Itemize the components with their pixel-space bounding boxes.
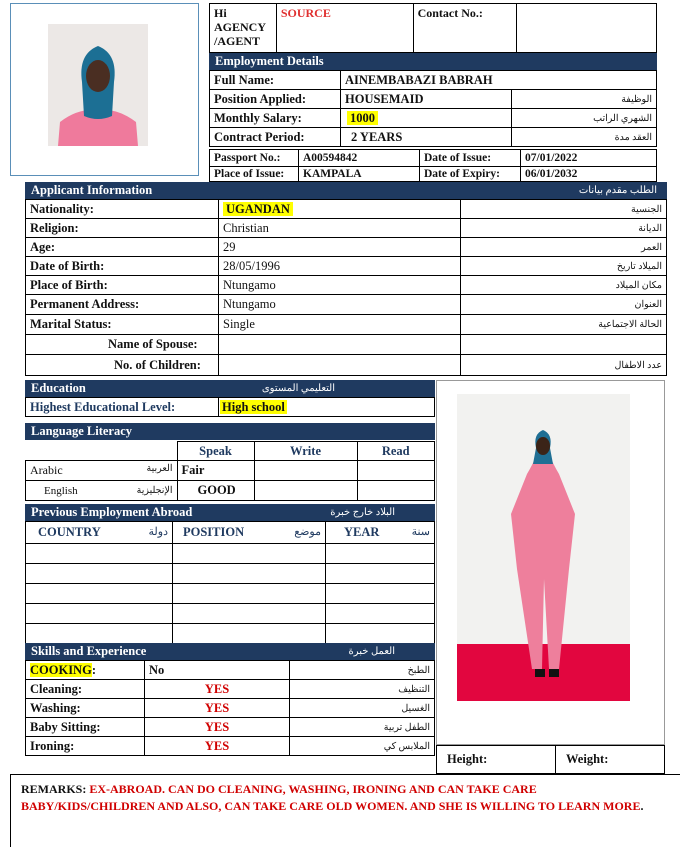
applicant-info-header — [25, 182, 667, 199]
skill-cleaning-ar: التنظيف — [290, 680, 435, 699]
employment-details-table — [209, 70, 657, 147]
nationality-label: Nationality: — [26, 200, 219, 219]
speak-header: Speak — [177, 442, 254, 461]
passport-value: A00594842 — [299, 150, 420, 167]
spouse-ar — [461, 335, 667, 355]
contract-ar: العقد مدة — [512, 128, 657, 147]
remarks-box: REMARKS: EX-ABROAD. CAN DO CLEANING, WASHING, IRONING AND CAN TAKE CARE BABY/KIDS/CHILDREN AND ALSO, CAN TAKE CARE OLD WOMEN. AND SHE IS WILLING TO LEARN MORE. — [10, 774, 680, 847]
skill-babysitting-value: YES — [145, 718, 290, 737]
nationality-ar: الجنسية — [461, 200, 667, 219]
applicant-info-title: Applicant Information — [31, 183, 153, 197]
issue-date-label: Date of Issue: — [420, 150, 521, 167]
skill-washing-value: YES — [145, 699, 290, 718]
skills-title: Skills and Experience — [31, 644, 147, 658]
skill-washing-ar: الغسيل — [290, 699, 435, 718]
lang-arabic-read — [357, 461, 435, 481]
employment-abroad-title-ar: البلاد خارج خبرة — [330, 507, 395, 518]
lang-arabic-speak: Fair — [177, 461, 254, 481]
language-header — [25, 423, 435, 440]
skill-cooking-label: COOKING — [30, 662, 92, 677]
position-header: POSITION — [183, 525, 245, 539]
passport-photo — [48, 24, 148, 146]
salary-label: Monthly Salary: — [210, 109, 341, 128]
skill-cleaning-value: YES — [145, 680, 290, 699]
contract-value: 2 YEARS — [341, 128, 512, 147]
country-header: COUNTRY — [38, 525, 101, 539]
full-name-value: AINEMBABAZI BABRAH — [341, 71, 657, 90]
place-of-birth-value: Ntungamo — [219, 276, 461, 295]
age-ar: العمر — [461, 238, 667, 257]
dob-label: Date of Birth: — [26, 257, 219, 276]
issue-date-value: 07/01/2022 — [521, 150, 657, 167]
employment-row — [26, 564, 435, 584]
salary-ar: الشهري الراتب — [512, 109, 657, 128]
place-of-birth-label: Place of Birth: — [26, 276, 219, 295]
place-issue-label: Place of Issue: — [210, 167, 299, 182]
passport-photo-frame — [10, 3, 199, 176]
full-body-photo — [457, 394, 630, 701]
place-of-birth-ar: مكان الميلاد — [461, 276, 667, 295]
employment-row — [26, 584, 435, 604]
skill-cooking-value: No — [145, 661, 290, 680]
language-title: Language Literacy — [31, 424, 133, 438]
passport-table — [209, 149, 657, 182]
write-header: Write — [254, 442, 357, 461]
remarks-label: REMARKS: — [21, 782, 87, 796]
education-title: Education — [31, 381, 86, 395]
skill-ironing-ar: الملابس كي — [290, 737, 435, 756]
lang-arabic-label: Arabic — [30, 463, 63, 477]
spouse-value — [219, 335, 461, 355]
year-header-ar: سنة — [411, 526, 430, 538]
expiry-label: Date of Expiry: — [420, 167, 521, 182]
education-table — [25, 397, 435, 417]
dob-value: 28/05/1996 — [219, 257, 461, 276]
position-value: HOUSEMAID — [341, 90, 512, 109]
position-ar: الوظيفة — [512, 90, 657, 109]
height-label: Height: — [437, 746, 556, 774]
language-table — [25, 441, 435, 501]
age-value: 29 — [219, 238, 461, 257]
year-header: YEAR — [344, 525, 380, 539]
employment-row — [26, 604, 435, 624]
agency-header-table — [209, 3, 657, 53]
nationality-value: UGANDAN — [223, 202, 293, 216]
position-header-ar: موضع — [294, 526, 321, 538]
contact-label: Contact No.: — [413, 4, 516, 53]
spouse-label: Name of Spouse: — [26, 335, 219, 355]
address-value: Ntungamo — [219, 295, 461, 315]
children-label: No. of Children: — [26, 355, 219, 376]
lang-english-read — [357, 481, 435, 501]
marital-status-ar: الحالة الاجتماعية — [461, 315, 667, 335]
skills-header — [25, 643, 435, 660]
skill-washing-label: Washing: — [26, 699, 145, 718]
lang-english-speak: GOOD — [177, 481, 254, 501]
salary-value: 1000 — [347, 111, 378, 125]
employment-details-header — [209, 53, 657, 70]
country-header-ar: دولة — [148, 526, 168, 538]
place-issue-value: KAMPALA — [299, 167, 420, 182]
skill-cleaning-label: Cleaning: — [26, 680, 145, 699]
education-title-ar: التعليمي المستوى — [261, 383, 335, 394]
employment-abroad-table — [25, 521, 435, 644]
weight-label: Weight: — [556, 746, 665, 774]
children-ar: عدد الاطفال — [461, 355, 667, 376]
marital-status-label: Marital Status: — [26, 315, 219, 335]
lang-english-ar: الإنجليزية — [136, 485, 173, 496]
religion-ar: الديانة — [461, 219, 667, 238]
skill-ironing-label: Ironing: — [26, 737, 145, 756]
children-value — [219, 355, 461, 376]
religion-label: Religion: — [26, 219, 219, 238]
employment-abroad-title: Previous Employment Abroad — [31, 505, 193, 519]
employment-row — [26, 544, 435, 564]
skill-babysitting-label: Baby Sitting: — [26, 718, 145, 737]
lang-english-write — [254, 481, 357, 501]
education-header — [25, 380, 435, 397]
skills-title-ar: العمل خبرة — [348, 646, 395, 657]
employment-details-title: Employment Details — [215, 54, 324, 68]
position-label: Position Applied: — [210, 90, 341, 109]
contact-value[interactable] — [516, 4, 656, 53]
skill-ironing-value: YES — [145, 737, 290, 756]
dob-ar: الميلاد تاريخ — [461, 257, 667, 276]
full-name-label: Full Name: — [210, 71, 341, 90]
religion-value: Christian — [219, 219, 461, 238]
education-level-label: Highest Educational Level: — [26, 398, 219, 417]
remarks-text: EX-ABROAD. CAN DO CLEANING, WASHING, IRONING AND CAN TAKE CARE BABY/KIDS/CHILDREN AND ALSO, CAN TAKE CARE OLD WOMEN. AND SHE IS WILLING TO LEARN MORE — [21, 782, 641, 813]
address-label: Permanent Address: — [26, 295, 219, 315]
measurements-table — [436, 745, 665, 774]
employment-row — [26, 624, 435, 644]
passport-label: Passport No.: — [210, 150, 299, 167]
employment-abroad-header — [25, 504, 435, 521]
applicant-info-title-ar: الطلب مقدم بيانات — [578, 185, 657, 196]
marital-status-value: Single — [219, 315, 461, 335]
lang-arabic-ar: العربية — [146, 464, 173, 474]
applicant-info-table — [25, 199, 667, 376]
skill-cooking-ar: الطبخ — [290, 661, 435, 680]
contract-label: Contract Period: — [210, 128, 341, 147]
full-body-photo-frame — [436, 380, 665, 745]
skill-babysitting-ar: الطفل تربية — [290, 718, 435, 737]
address-ar: العنوان — [461, 295, 667, 315]
age-label: Age: — [26, 238, 219, 257]
agency-label: Hi AGENCY /AGENT — [210, 4, 277, 53]
lang-english-label: English — [44, 484, 78, 497]
education-level-value: High school — [222, 399, 285, 414]
lang-arabic-write — [254, 461, 357, 481]
read-header: Read — [357, 442, 435, 461]
source-label: SOURCE — [276, 4, 413, 53]
expiry-value: 06/01/2032 — [521, 167, 657, 182]
skills-table: COOKING: No الطبخ Cleaning: YES التنظيف Washing: YES الغسيل Baby Sitting: YES الطفل تربية Ironing: YES الملابس كي — [25, 660, 435, 756]
